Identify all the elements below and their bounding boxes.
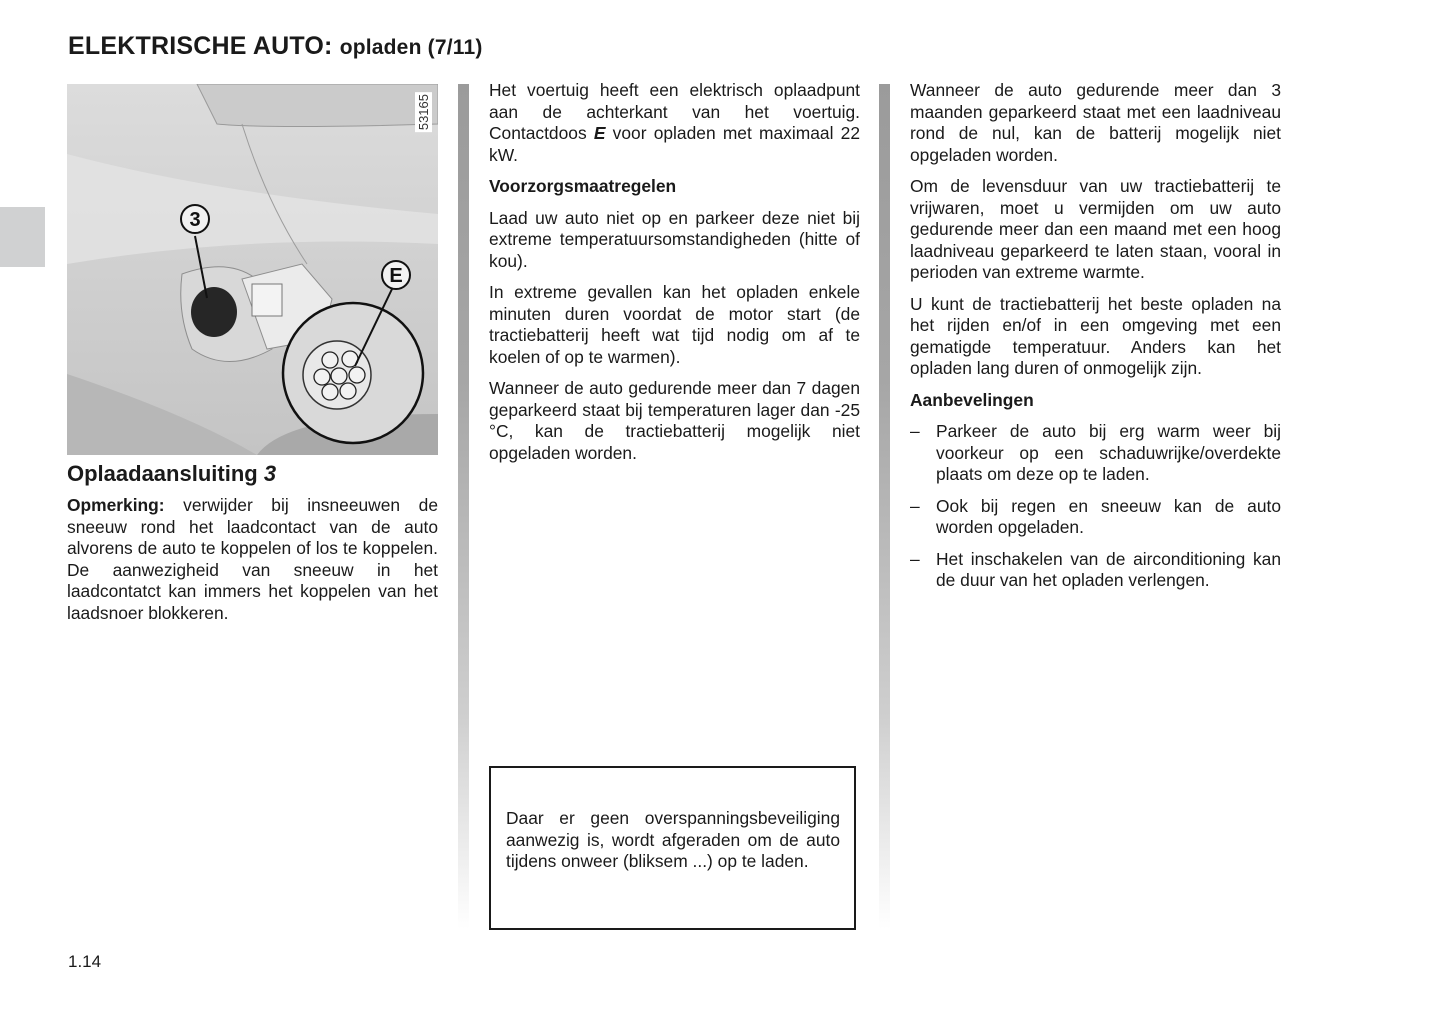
chapter-tab-marker bbox=[0, 207, 45, 267]
middle-column bbox=[489, 80, 860, 474]
paragraph: In extreme gevallen kan het opladen enkele minuten duren voordat de motor start (de tractiebatterij heeft wat tijd nodig om af te koelen of op te warmen). bbox=[489, 282, 860, 367]
list-item: – Het inschakelen van de airconditioning kan de duur van het opladen verlengen. bbox=[910, 548, 1281, 590]
paragraph: Laad uw auto niet op en parkeer deze niet bij extreme temperatuursomstandigheden (hitte of kou). bbox=[489, 207, 860, 271]
list-item: – Parkeer de auto bij erg warm weer bij voorkeur op een schaduwrijke/overdekte plaats om deze op te laden. bbox=[910, 421, 1281, 484]
dash-bullet-icon: – bbox=[910, 421, 920, 441]
charging-port-illustration bbox=[67, 84, 438, 455]
column-divider-left bbox=[458, 84, 469, 929]
column-divider-right bbox=[879, 84, 890, 929]
page-number: 1.14 bbox=[68, 952, 102, 971]
heading-ref: 3 bbox=[263, 461, 277, 486]
page-title-main: ELEKTRISCHE AUTO: bbox=[68, 32, 333, 60]
list-item: – Ook bij regen en sneeuw kan de auto worden opgeladen. bbox=[910, 495, 1281, 537]
page-title bbox=[68, 32, 483, 61]
illustration-id: 53165 bbox=[416, 94, 431, 131]
svg-text:E: E bbox=[389, 265, 403, 287]
socket-ref: E bbox=[593, 123, 606, 143]
recommendations-heading: Aanbevelingen bbox=[910, 389, 1034, 410]
svg-text:3: 3 bbox=[189, 209, 201, 231]
note-label: Opmerking: bbox=[67, 495, 165, 515]
dash-bullet-icon: – bbox=[910, 495, 920, 516]
dash-bullet-icon: – bbox=[910, 548, 920, 569]
paragraph: Wanneer de auto gedurende meer dan 7 dagen geparkeerd staat bij temperaturen lager dan -25 °C, kan de tractiebatterij mogelijk niet opgeladen worden. bbox=[489, 378, 860, 463]
section-heading-charging-connection: Oplaadaansluiting 3 bbox=[67, 461, 277, 486]
warning-box bbox=[489, 766, 856, 930]
paragraph: Wanneer de auto gedurende meer dan 3 maanden geparkeerd staat met een laadniveau rond de nul, kan de batterij mogelijk niet opgeladen worden. bbox=[910, 80, 1281, 165]
paragraph: U kunt de tractiebatterij het beste opladen na het rijden en/of in een omgeving met een gematigde temperatuur. Anders kan het opladen lang duren of onmogelijk zijn. bbox=[910, 293, 1281, 378]
paragraph: Om de levensduur van uw tractiebatterij te vrijwaren, moet u vermijden om uw auto gedurende meer dan een maand met een hoog laadniveau geparkeerd te laten staan, vooral in perioden van extreme warmte. bbox=[910, 176, 1281, 282]
warning-text: Daar er geen overspanningsbeveiliging aanwezig is, wordt afgeraden om de auto tijdens onweer (bliksem ...) op te laden. bbox=[506, 808, 840, 871]
recommendations-list bbox=[910, 421, 1281, 592]
left-column bbox=[67, 461, 438, 624]
precautions-heading: Voorzorgsmaatregelen bbox=[489, 176, 677, 196]
intro-paragraph: Het voertuig heeft een elektrisch oplaadpunt aan de achterkant van het voertuig. Contactdoos E voor opladen met maximaal 22 kW. bbox=[489, 80, 860, 165]
page-title-sub: opladen (7/11) bbox=[339, 36, 483, 59]
right-column bbox=[910, 80, 1281, 602]
car-charging-port-drawing bbox=[67, 84, 438, 455]
note-paragraph: Opmerking: verwijder bij insneeuwen de sneeuw rond het laadcontact van de auto alvorens de auto te koppelen of los te koppelen. De aanwezigheid van sneeuw in het laadcontatct kan immers het koppelen van het laadsnoer blokkeren. bbox=[67, 495, 438, 623]
